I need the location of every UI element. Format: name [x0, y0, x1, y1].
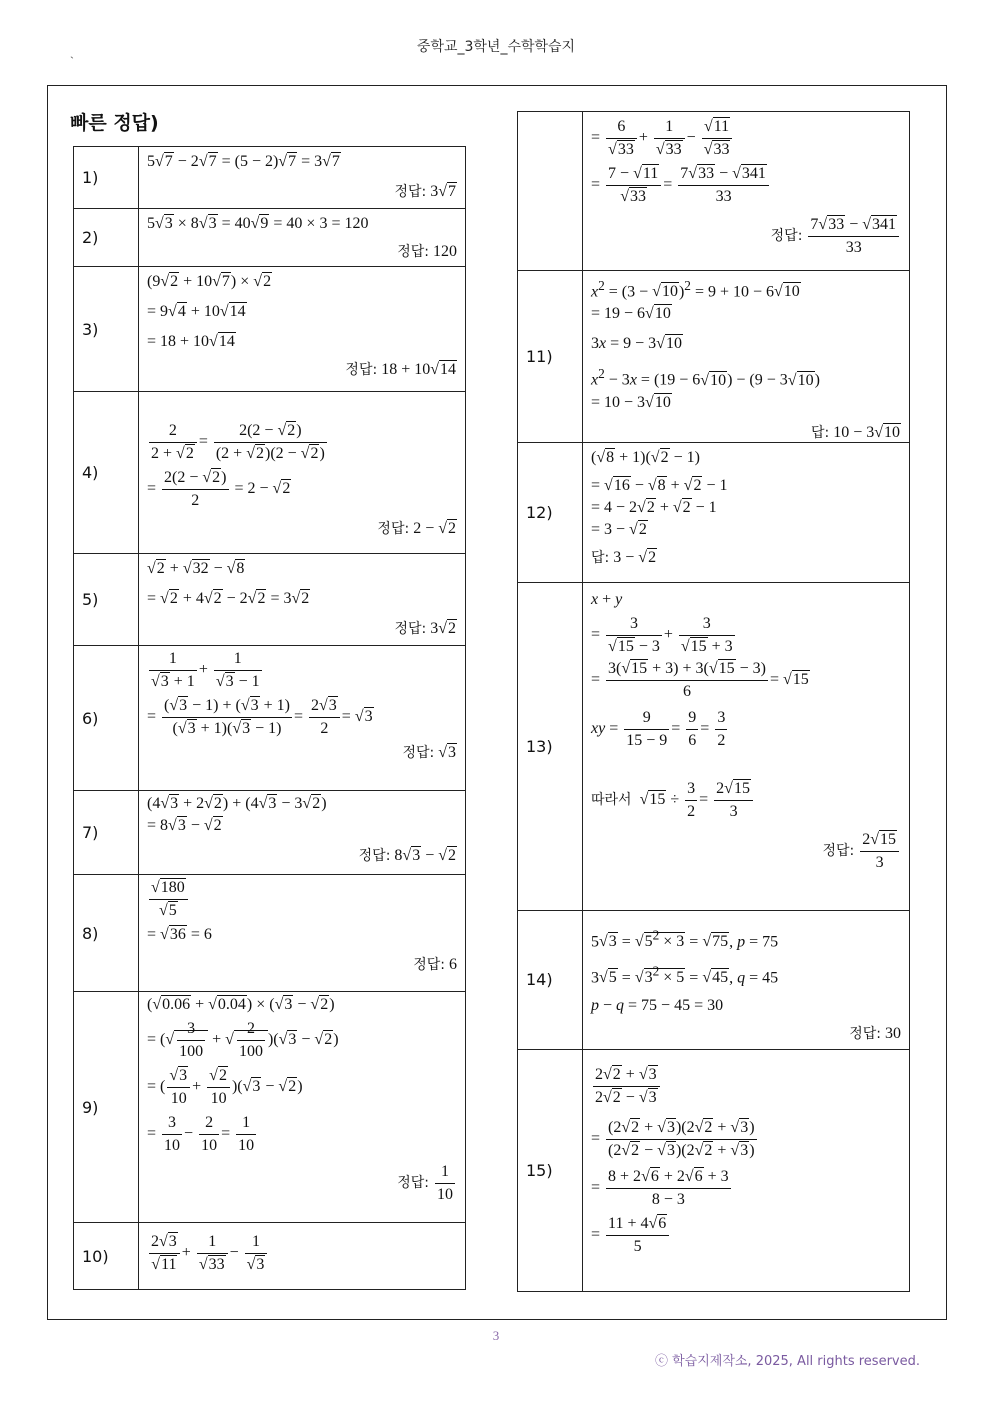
problem-solution: 1 √ 3 + 1 + 1 √ 3 − 1 = $\frac{(√ 3 - 1) + (√ 3 + 1)}{(√ 3 + 1)(√ 3 - 1)}$ = $\frac{2√ 3}{2}$ = √ 3 정답: √ 3	[139, 646, 466, 791]
page-header: 중학교_3학년_수학학습지	[416, 39, 576, 55]
answer-label: 정답:	[402, 745, 435, 761]
problem-solution: 5√ 3 = √ $5^2 \times 3$ = √ 75, p = 75 3√ 5 = √ $3^2 \times 5$ = √ 45, q = 45 p − q = 75 − 45 = 30 정답: 30	[583, 910, 910, 1049]
answer-label: 정답:	[770, 228, 803, 245]
problem-solution: $x^2 = (3$ − √ 10)$^2$ = 9 + 10 − 6√ 10 = 19 − 6√ 10 3x = 9 − 3√ 10 $x^2 - 3x = (19 - 6√$ 10) − (9 − 3√ 10) = 10 − 3√ 10 답: 10 − 3√ 10	[583, 271, 910, 443]
header-mark: `	[70, 54, 74, 68]
problem-row-continued	[518, 112, 910, 271]
answer-value: 120	[433, 243, 457, 260]
problem-row	[74, 875, 466, 992]
problem-row	[518, 1049, 910, 1291]
problem-number: 15)	[518, 1049, 583, 1291]
problem-solution: x + y = 3 √ 15 − 3 + 3 √ 15 + 3 = $\frac{3(√ 15 + 3) + 3(√ 15 - 3)}{6}$ = √ 15 xy = $\frac{9}{15 - 9}$ = $\frac{9}{6}$ = $\frac{3}{2}$ 따라서 √ 15 ÷ $\frac{3}{2}$ = $\frac{2√ 15}{3}$ 정답: $\frac{2√ 15}{3}$	[583, 582, 910, 910]
problem-solution: (4√ 3 + 2√ 2) + (4√ 3 − 3√ 2) = 8√ 3 − √ 2 정답: 8√ 3 − √ 2	[139, 791, 466, 875]
problem-number: 11)	[518, 271, 583, 443]
problem-number: 10)	[74, 1223, 139, 1290]
answer-label: 정답:	[345, 362, 378, 378]
answer-label: 정답:	[822, 842, 855, 859]
page-number: 3	[492, 1328, 500, 1343]
problem-row	[74, 1223, 466, 1290]
answer-label: 답:	[810, 424, 830, 441]
problem-number: 8)	[74, 875, 139, 992]
problem-number: 3)	[74, 267, 139, 392]
problem-row	[74, 392, 466, 554]
problem-row	[74, 554, 466, 646]
answer-label: 정답:	[849, 1026, 881, 1043]
section-title: 빠른 정답)	[70, 112, 159, 134]
problem-number: 12)	[518, 442, 583, 582]
therefore-label: 따라서	[591, 791, 632, 808]
answer-table-left	[73, 146, 466, 1290]
problem-row	[74, 992, 466, 1223]
problem-solution: √ 2 + √ 32 − √ 8 = √ 2 + 4√ 2 − 2√ 2 = 3√ 2 정답: 3√ 2	[139, 554, 466, 646]
answer-value: 6	[449, 956, 457, 973]
problem-row	[518, 271, 910, 443]
problem-number: 4)	[74, 392, 139, 554]
problem-number: 5)	[74, 554, 139, 646]
problem-number: 14)	[518, 910, 583, 1049]
problem-solution: (√ 8 + 1)(√ 2 − 1) = √ 16 − √ 8 + √ 2 − 1 = 4 − 2√ 2 + √ 2 − 1 = 3 − √ 2 답: 3 − √ 2	[583, 442, 910, 582]
problem-number: 1)	[74, 147, 139, 209]
answer-label: 정답:	[394, 621, 427, 637]
problem-row	[518, 910, 910, 1049]
problem-solution: $\frac{2√ 2 + √ 3}{2√ 2 - √ 3}$ = $\frac{(2√ 2 + √ 3)(2√ 2 + √ 3)}{(2√ 2 - √ 3)(2√ 2 + √ 3)}$ = $\frac{8 + 2√ 6 + 2√ 6 + 3}{8 - 3}$ = $\frac{11 + 4√ 6}{5}$	[583, 1049, 910, 1291]
answer-label: 정답:	[413, 957, 445, 973]
problem-row	[74, 646, 466, 791]
problem-row	[74, 147, 466, 209]
problem-row	[74, 791, 466, 875]
problem-solution: (9√ 2 + 10√ 7) × √ 2 = 9√ 4 + 10√ 14 = 18 + 10√ 14 정답: 18 + 10√ 14	[139, 267, 466, 392]
answer-label: 정답:	[397, 244, 429, 260]
answer-value: 30	[885, 1025, 901, 1043]
answer-label: 정답:	[377, 521, 410, 537]
problem-number: 6)	[74, 646, 139, 791]
problem-solution: = 6 √ 33 + 1 √ 33 − √ 11 √ 33 = 7 − √ 11 √ 33 = $\frac{7√ 33 - √ 341}{33}$ 정답: $\frac{7√ 33 - √ 341}{33}$	[583, 112, 910, 271]
problem-solution: 5√ 3 × 8√ 3 = 40√ 9 = 40 × 3 = 120 정답: 120	[139, 209, 466, 267]
answer-label: 정답:	[358, 848, 391, 864]
problem-row	[74, 209, 466, 267]
problem-solution: 2√ 3 √ 11 + 1 √ 33 − 1 √ 3	[139, 1223, 466, 1290]
problem-solution: $\frac{2}{2 + √ 2}$ = $\frac{2(2 - √ 2)}{(2 + √ 2)(2 - √ 2)}$ = $\frac{2(2 - √ 2)}{2}$ = 2 − √ 2 정답: 2 − √ 2	[139, 392, 466, 554]
problem-number: 13)	[518, 582, 583, 910]
problem-row	[518, 582, 910, 910]
problem-solution: (√ 0.06 + √ 0.04) × (√ 3 − √ 2) = ( √ $\frac{3}{100}$ + √ $\frac{2}{100}$ )(√ 3 − √ 2) = ( √ $\frac{3}{10}$ + √ $\frac{2}{10}$ )(√ 3 − √ 2) = $\frac{3}{10}$ − $\frac{2}{10}$ = $\frac{1}{10}$ 정답: $\frac{1}{10}$	[139, 992, 466, 1223]
problem-row	[518, 442, 910, 582]
answer-table-right	[517, 111, 910, 1292]
problem-solution: √ 180 √ 5 = √ 36 = 6 정답: 6	[139, 875, 466, 992]
answer-label: 답:	[591, 549, 610, 566]
problem-row	[74, 267, 466, 392]
answer-label: 정답:	[397, 1175, 429, 1192]
problem-number: 2)	[74, 209, 139, 267]
problem-number: 7)	[74, 791, 139, 875]
problem-number: 9)	[74, 992, 139, 1223]
copyright: ⓒ 학습지제작소, 2025, All rights reserved.	[654, 1354, 920, 1369]
problem-solution: 5√ 7 − 2√ 7 = (5 − 2)√ 7 = 3√ 7 정답: 3√ 7	[139, 147, 466, 209]
answer-label: 정답:	[394, 184, 427, 200]
